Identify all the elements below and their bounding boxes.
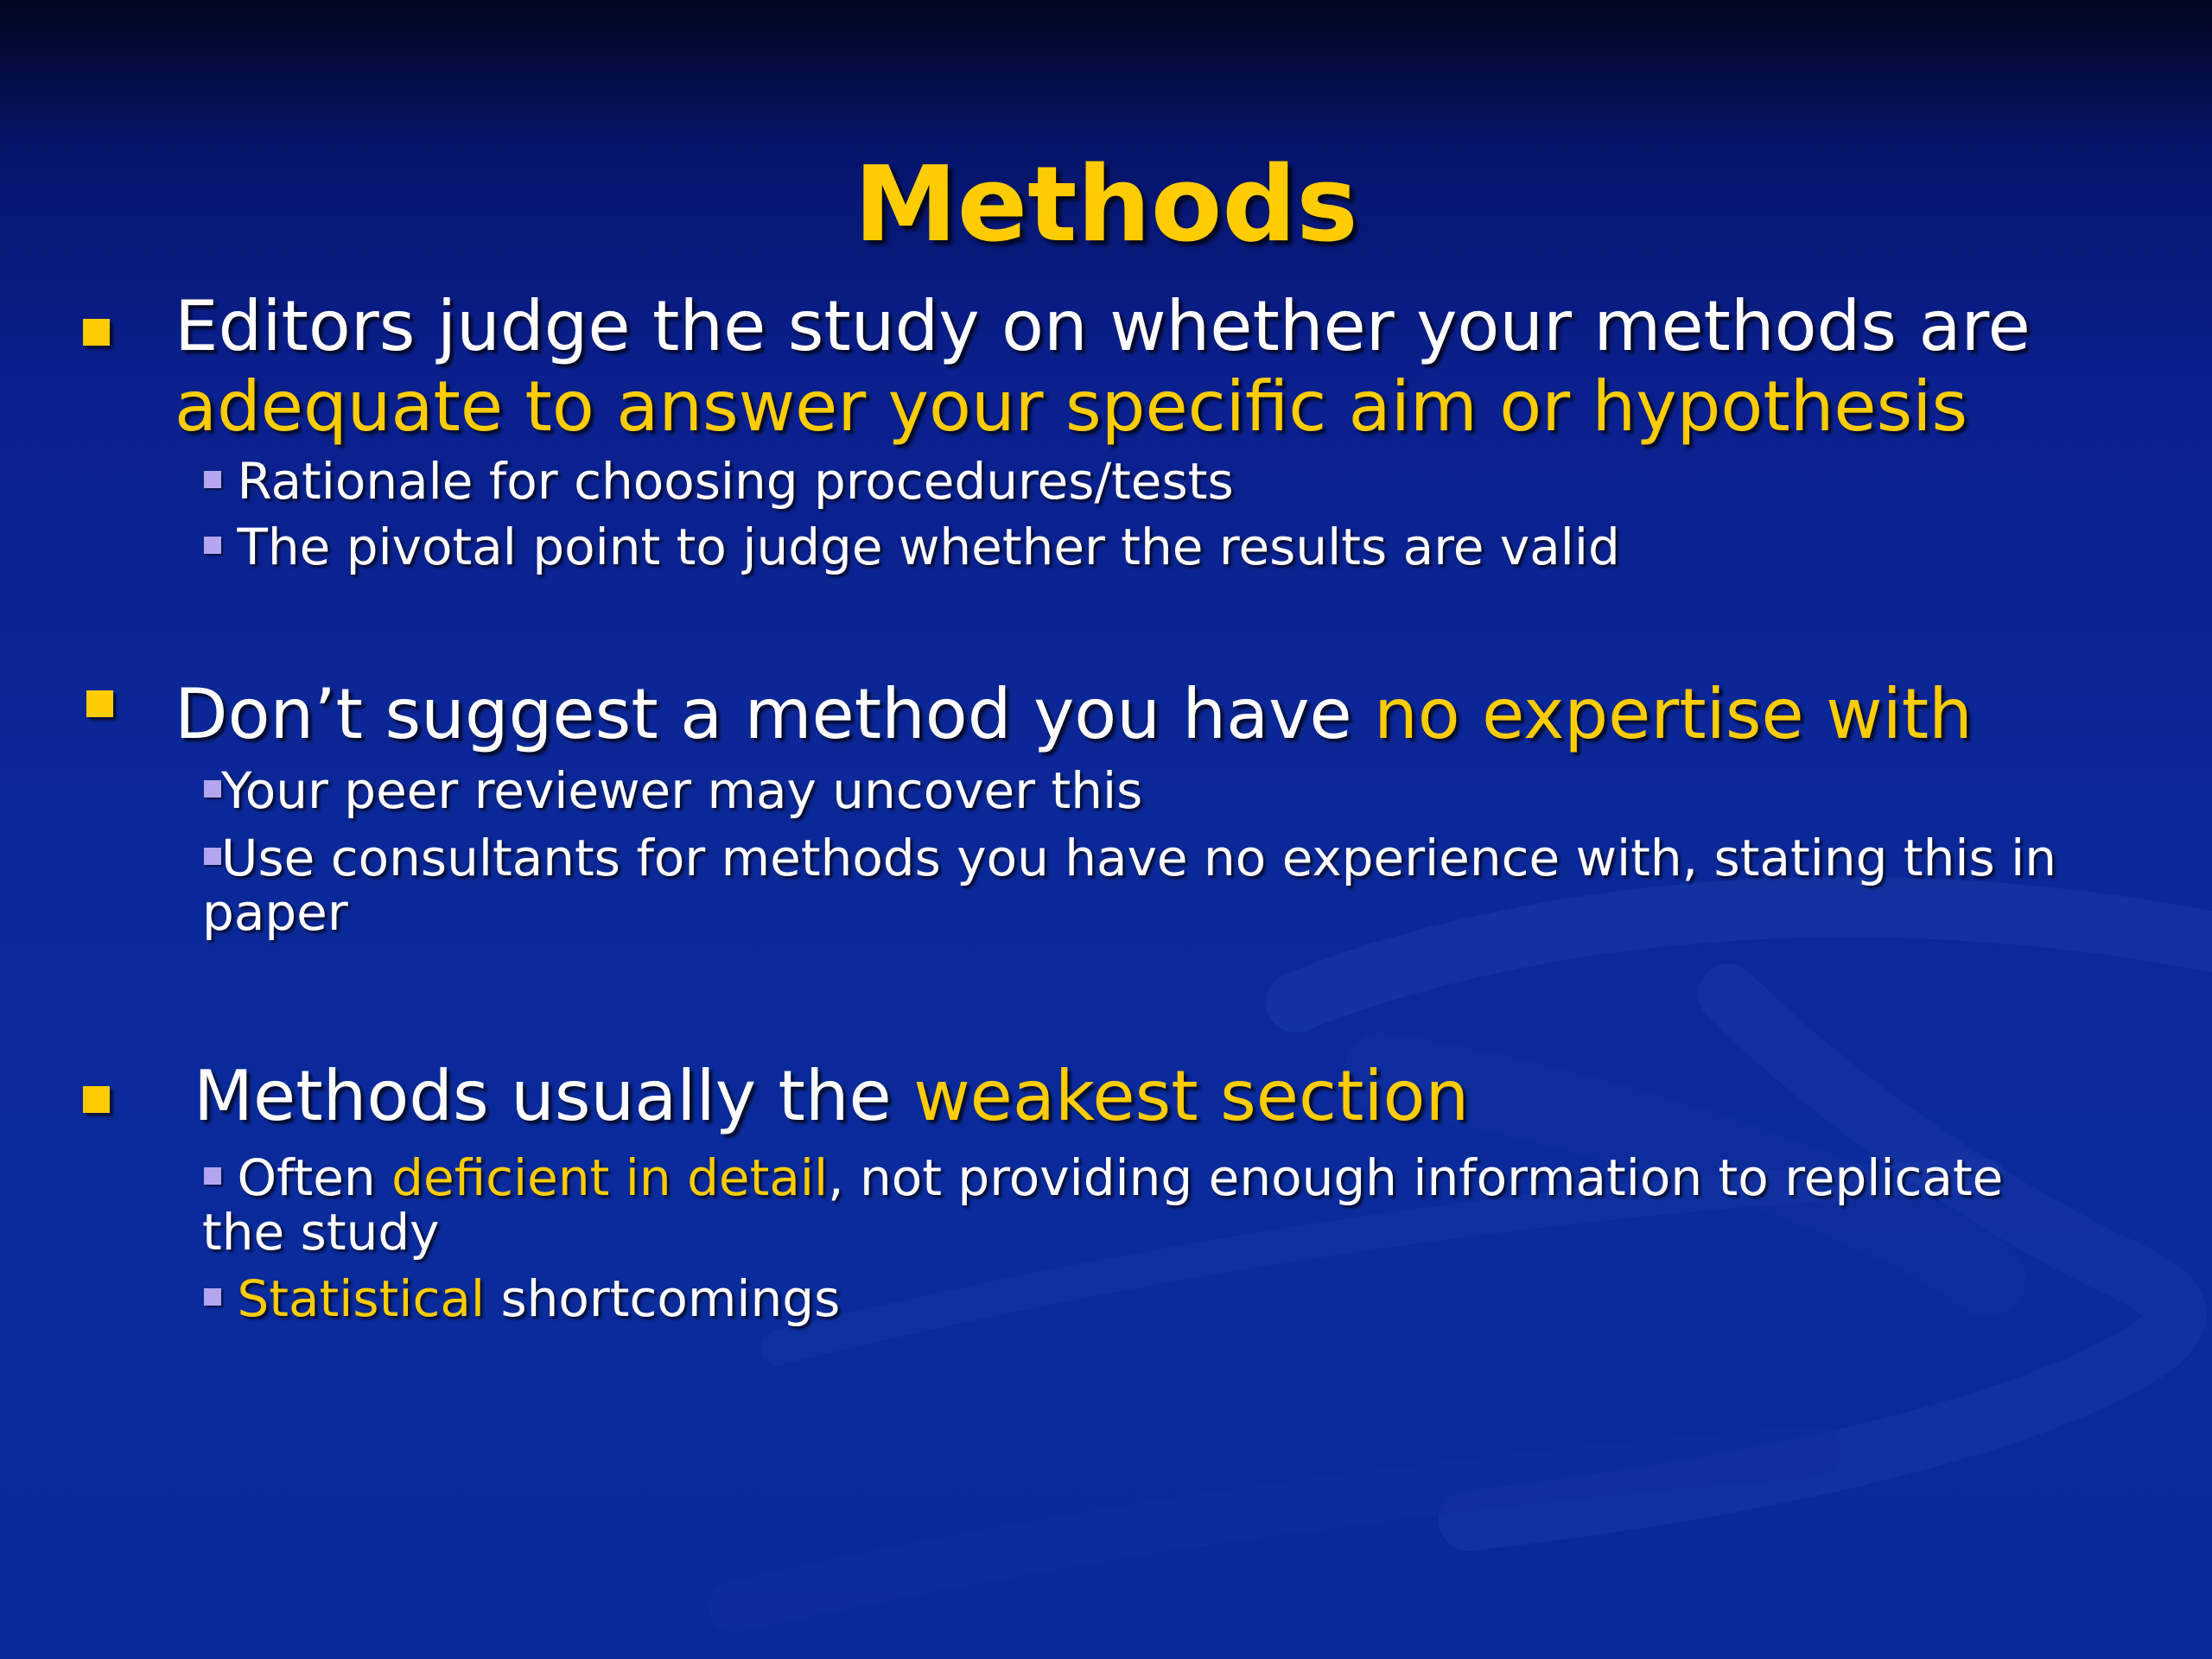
sub-bullet-text: The pivotal point to judge whether the results are valid xyxy=(237,518,1620,576)
bullet-2-text-white: Don’t suggest a method you have xyxy=(175,674,1352,754)
bullet-square-icon xyxy=(86,690,113,717)
bullet-3-text-white: Methods usually the xyxy=(194,1056,892,1136)
sub-bullet-text-continuation: paper xyxy=(202,883,348,942)
sub-bullet-text: Use consultants for methods you have no experience with, stating this in xyxy=(221,829,2057,887)
sub-bullet-square-icon xyxy=(204,780,221,798)
sub-bullet-item xyxy=(204,519,1620,575)
sub-bullet-item xyxy=(204,1271,840,1326)
bullet-3-text-highlight: weakest section xyxy=(913,1056,1470,1136)
sub-bullet-item xyxy=(204,830,2056,886)
sub-bullet-text-highlight: Statistical xyxy=(237,1269,486,1328)
sub-bullet-text-white: Often xyxy=(237,1148,376,1207)
bullet-1-text-highlight: adequate to answer your specific aim or hypothesis xyxy=(175,366,1968,447)
sub-bullet-item xyxy=(204,763,1142,818)
bullet-2-text-highlight: no expertise with xyxy=(1374,674,1973,754)
sub-bullet-item xyxy=(204,454,1234,509)
bullet-square-icon xyxy=(83,319,110,346)
bullet-3-text xyxy=(194,1056,1469,1137)
sub-bullet-text-white: , not providing enough information to replicate xyxy=(828,1148,2004,1207)
bullet-2-text xyxy=(175,674,1973,755)
sub-bullet-text-highlight: deficient in detail xyxy=(391,1148,829,1207)
sub-bullet-square-icon xyxy=(204,1167,221,1185)
bullet-square-icon xyxy=(83,1086,110,1113)
sub-bullet-square-icon xyxy=(204,848,221,865)
sub-bullet-item xyxy=(204,1150,2003,1205)
slide-title: Methods xyxy=(854,145,1358,265)
bullet-1-text-white: Editors judge the study on whether your methods are xyxy=(175,286,2031,366)
sub-bullet-text: Rationale for choosing procedures/tests xyxy=(237,452,1234,511)
sub-bullet-text-continuation: the study xyxy=(202,1203,440,1262)
sub-bullet-square-icon xyxy=(204,537,221,554)
sub-bullet-square-icon xyxy=(204,471,221,488)
sub-bullet-text-white: shortcomings xyxy=(500,1269,841,1328)
sub-bullet-square-icon xyxy=(204,1288,221,1306)
sub-bullet-text: Your peer reviewer may uncover this xyxy=(221,761,1143,820)
